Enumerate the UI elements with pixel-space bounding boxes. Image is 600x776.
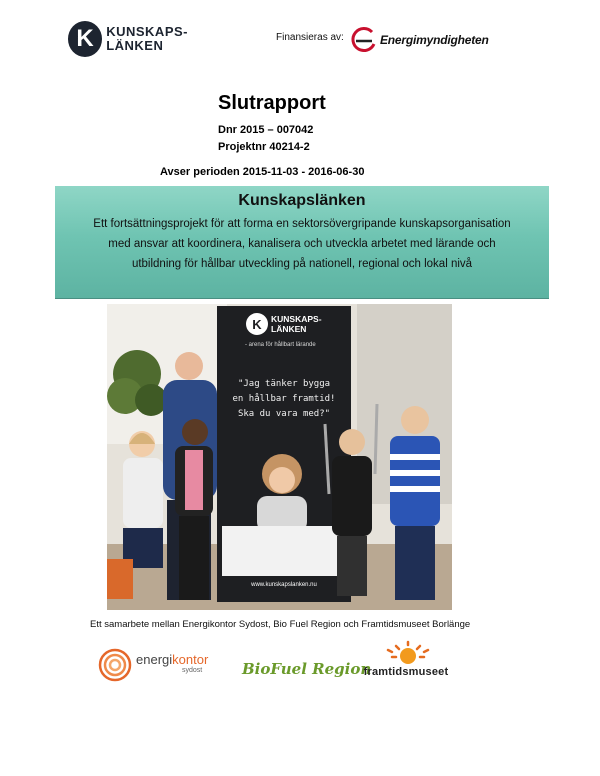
energikontor-logo — [98, 648, 208, 682]
biofuel-region-logo: BioFuel Region — [242, 660, 372, 678]
rollup-logo-line1: KUNSKAPS- — [271, 314, 322, 324]
energimyndigheten-swoosh-icon — [350, 26, 378, 54]
funder-name: Energimyndigheten — [380, 33, 489, 47]
energikontor-spiral-icon — [98, 648, 132, 682]
banner-description: Ett fortsättningsprojekt för att forma en sektorsövergripande kunskapsorganisation med ansvar att koordinera, kanalisera och utveckla arbetet med lärande och utbildning för hållbar utveckling på nationell, regional och lokal nivå — [93, 218, 511, 270]
rollup-quote-line1: "Jag tänker bygga — [237, 379, 331, 389]
report-project-number: Projektnr 40214-2 — [218, 141, 310, 153]
framtidsmuseet-logo — [360, 640, 452, 684]
energimyndigheten-logo — [350, 26, 489, 54]
kunskapslanken-logo — [68, 18, 188, 60]
rollup-url: www.kunskapslanken.nu — [251, 582, 317, 588]
energikontor-name-b: kontor — [172, 652, 209, 667]
energikontor-name-a: energi — [136, 652, 173, 667]
banner-title: Kunskapslänken — [238, 192, 366, 209]
group-photo — [107, 304, 452, 610]
report-title: Slutrapport — [218, 92, 326, 114]
rollup-subtitle: - arena för hållbart lärande — [245, 342, 316, 348]
rollup-quote-line3: Ska du vara med?" — [237, 409, 331, 419]
energikontor-sub: sydost — [182, 667, 203, 674]
photo-illustration — [107, 304, 452, 610]
rollup-logo-line2: LÄNKEN — [271, 324, 307, 334]
collaboration-caption: Ett samarbete mellan Energikontor Sydost, Bio Fuel Region och Framtidsmuseet Borlänge — [90, 619, 471, 630]
logo-k-icon: K — [68, 21, 102, 57]
framtidsmuseet-sun-icon — [360, 640, 452, 668]
rollup-quote-line2: en hållbar framtid! — [232, 394, 336, 404]
project-banner — [55, 186, 549, 299]
logo-wordmark: KUNSKAPS- LÄNKEN — [106, 24, 188, 53]
report-period: Avser perioden 2015-11-03 - 2016-06-30 — [160, 166, 365, 178]
framtidsmuseet-name: framtidsmuseet — [363, 666, 449, 678]
svg-text:K: K — [252, 317, 262, 332]
funded-by-label: Finansieras av: — [276, 32, 344, 43]
report-dnr: Dnr 2015 – 007042 — [218, 124, 314, 136]
